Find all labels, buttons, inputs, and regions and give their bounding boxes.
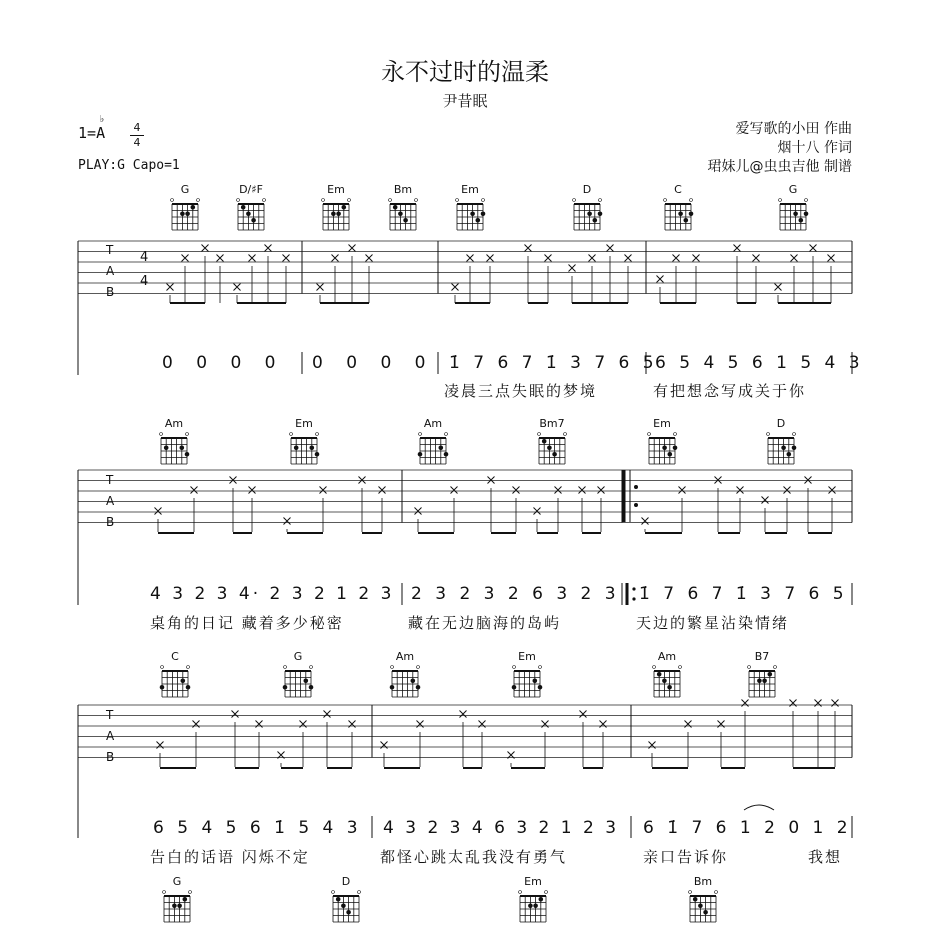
tab-note-x bbox=[381, 742, 388, 749]
tab-note-x bbox=[679, 487, 686, 494]
singer-name: 尹昔眠 bbox=[442, 92, 488, 110]
lyric-line: 凌晨三点失眠的梦境 bbox=[444, 382, 598, 400]
tab-note-x bbox=[332, 255, 339, 262]
tab-note-x bbox=[230, 477, 237, 484]
chord-name: Em bbox=[295, 417, 313, 430]
lyric-line: 天边的繁星沾染情绪 bbox=[636, 614, 790, 632]
tab-note-x bbox=[589, 255, 596, 262]
tab-note-x bbox=[467, 255, 474, 262]
numbered-measure: 2 3 2 3 2 6 3 2 3 bbox=[411, 584, 620, 604]
tab-clef-a: A bbox=[106, 264, 115, 278]
tie-arc bbox=[744, 805, 774, 810]
tab-note-x bbox=[232, 711, 239, 718]
tab-note-x bbox=[569, 265, 576, 272]
credit-lyricist: 烟十八 作词 bbox=[777, 140, 852, 156]
tab-note-x bbox=[513, 487, 520, 494]
tab-note-x bbox=[460, 711, 467, 718]
tab-meter bbox=[140, 246, 148, 294]
tab-clef-row2 bbox=[106, 470, 114, 533]
chord-name: Bm7 bbox=[539, 417, 565, 430]
tab-note-x bbox=[167, 284, 174, 291]
chord-name: C bbox=[674, 183, 682, 196]
lyric-line: 告白的话语 闪烁不定 bbox=[150, 848, 310, 866]
tab-note-x bbox=[488, 477, 495, 484]
tab-meter-top: 4 bbox=[140, 250, 149, 265]
numbered-measure: 1̇ 7 6 7 1̇ 3 7 6 5 bbox=[449, 353, 658, 373]
tab-note-x bbox=[349, 721, 356, 728]
tab-note-x bbox=[366, 255, 373, 262]
lyric-line: 都怪心跳太乱我没有勇气 bbox=[380, 848, 568, 866]
tab-note-x bbox=[324, 711, 331, 718]
credit-composer: 爱写歌的小田 作曲 bbox=[735, 121, 852, 137]
tab-note-x bbox=[155, 508, 162, 515]
credit-transcriber: 珺妹儿@虫虫吉他 制谱 bbox=[707, 159, 852, 175]
tab-clef-t: T bbox=[106, 473, 114, 487]
numbered-measure: 4 3 2 3 4· 2 3 2 1 2 3 bbox=[150, 584, 395, 604]
tab-note-x bbox=[734, 245, 741, 252]
tab-note-x bbox=[791, 255, 798, 262]
tab-clef-b: B bbox=[106, 285, 115, 299]
chord-name: B7 bbox=[754, 650, 770, 663]
tab-clef-t: T bbox=[106, 243, 114, 257]
tab-meter-bottom: 4 bbox=[140, 274, 149, 289]
meter-bottom: 4 bbox=[130, 135, 144, 150]
repeat-dot bbox=[634, 503, 638, 507]
numbered-measure: 1̇ 7 6 7 1̇ 3 7 6 5 bbox=[639, 584, 848, 604]
tab-note-x bbox=[693, 255, 700, 262]
tab-note-x bbox=[182, 255, 189, 262]
numbered-measure: 0 0 0 0 bbox=[162, 353, 285, 373]
chord-name: D bbox=[341, 875, 351, 888]
tab-note-x bbox=[810, 245, 817, 252]
tab-note-x bbox=[685, 721, 692, 728]
numbered-measure: 0 0 0 0 bbox=[312, 353, 435, 373]
tab-note-x bbox=[784, 487, 791, 494]
repeat-dot bbox=[632, 587, 635, 590]
tab-note-x bbox=[742, 700, 749, 707]
chord-name: G bbox=[788, 183, 798, 196]
repeat-dot bbox=[634, 485, 638, 489]
chord-name: Bm bbox=[693, 875, 713, 888]
tab-note-x bbox=[249, 255, 256, 262]
tab-note-x bbox=[300, 721, 307, 728]
flat-symbol: ♭ bbox=[99, 114, 106, 125]
song-title: 永不过时的温柔 bbox=[381, 58, 549, 86]
chord-name: G bbox=[172, 875, 182, 888]
chord-name: Em bbox=[461, 183, 479, 196]
tab-note-x bbox=[349, 245, 356, 252]
tab-note-x bbox=[284, 518, 291, 525]
tab-note-x bbox=[580, 711, 587, 718]
tab-note-x bbox=[718, 721, 725, 728]
tab-note-x bbox=[790, 700, 797, 707]
tab-note-x bbox=[715, 477, 722, 484]
tab-clef-b: B bbox=[106, 750, 115, 764]
tab-note-x bbox=[157, 742, 164, 749]
tab-note-x bbox=[805, 477, 812, 484]
tab-note-x bbox=[451, 487, 458, 494]
chord-name: Am bbox=[164, 417, 184, 430]
tab-note-x bbox=[829, 487, 836, 494]
chord-name: C bbox=[171, 650, 179, 663]
tab-note-x bbox=[379, 487, 386, 494]
tab-note-x bbox=[542, 721, 549, 728]
tab-note-x bbox=[775, 284, 782, 291]
tab-note-x bbox=[762, 497, 769, 504]
chord-name: Em bbox=[524, 875, 542, 888]
tab-note-x bbox=[415, 508, 422, 515]
tab-clef-a: A bbox=[106, 729, 115, 743]
tab-note-x bbox=[256, 721, 263, 728]
tab-note-x bbox=[625, 255, 632, 262]
tab-note-x bbox=[249, 487, 256, 494]
tab-note-x bbox=[534, 508, 541, 515]
lyric-line: 藏在无边脑海的岛屿 bbox=[408, 614, 562, 632]
tab-note-x bbox=[642, 518, 649, 525]
chord-name: Em bbox=[653, 417, 671, 430]
tab-note-x bbox=[657, 276, 664, 283]
tab-note-x bbox=[607, 245, 614, 252]
chord-name: Am bbox=[423, 417, 443, 430]
tab-note-x bbox=[753, 255, 760, 262]
tab-note-x bbox=[202, 245, 209, 252]
chord-name: Am bbox=[395, 650, 415, 663]
tab-note-x bbox=[217, 255, 224, 262]
tab-note-x bbox=[193, 721, 200, 728]
key-note: A bbox=[96, 124, 106, 142]
tab-note-x bbox=[417, 721, 424, 728]
tab-note-x bbox=[265, 245, 272, 252]
numbered-measure: 4 3 2 3 4 6 3 2 1 2 3 bbox=[383, 818, 620, 838]
tab-note-x bbox=[234, 284, 241, 291]
tab-clef-t: T bbox=[106, 708, 114, 722]
tab-note-x bbox=[359, 477, 366, 484]
tab-note-x bbox=[191, 487, 198, 494]
meter-top: 4 bbox=[133, 121, 141, 134]
tab-note-x bbox=[815, 700, 822, 707]
tab-clef-b: B bbox=[106, 515, 115, 529]
tab-note-x bbox=[320, 487, 327, 494]
key-prefix: 1= bbox=[78, 124, 97, 142]
chord-name: Am bbox=[657, 650, 677, 663]
chord-name: D bbox=[776, 417, 786, 430]
lyric-line: 我想 bbox=[808, 848, 843, 866]
tab-note-x bbox=[737, 487, 744, 494]
tab-note-x bbox=[452, 284, 459, 291]
tab-note-x bbox=[545, 255, 552, 262]
tab-clef-a: A bbox=[106, 494, 115, 508]
play-capo: PLAY:G Capo=1 bbox=[78, 158, 180, 173]
tab-note-x bbox=[673, 255, 680, 262]
repeat-dot bbox=[632, 597, 635, 600]
tab-note-x bbox=[479, 721, 486, 728]
chord-name: Em bbox=[327, 183, 345, 196]
numbered-measure: 6 5 4 5 6 1 5 4 3 bbox=[655, 353, 864, 373]
tab-note-x bbox=[649, 742, 656, 749]
chord-name: Bm bbox=[393, 183, 413, 196]
numbered-measure: 6 5 4 5 6 1̇ 5 4 3 bbox=[153, 818, 362, 838]
tab-note-x bbox=[600, 721, 607, 728]
lyric-line: 桌角的日记 藏着多少秘密 bbox=[150, 614, 344, 632]
chord-name: D/♯F bbox=[239, 183, 263, 196]
tab-clef bbox=[106, 240, 114, 303]
lyric-line: 有把想念写成关于你 bbox=[653, 382, 807, 400]
chord-name: Em bbox=[518, 650, 536, 663]
tab-note-x bbox=[283, 255, 290, 262]
numbered-measure: 6 1̇ 7 6 1 2 0 1 2 bbox=[643, 818, 852, 838]
chord-name: D bbox=[582, 183, 592, 196]
tab-note-x bbox=[525, 245, 532, 252]
tab-note-x bbox=[487, 255, 494, 262]
chord-name: G bbox=[293, 650, 303, 663]
chord-name: G bbox=[180, 183, 190, 196]
tab-note-x bbox=[828, 255, 835, 262]
tab-note-x bbox=[579, 487, 586, 494]
tab-clef-row3 bbox=[106, 705, 114, 768]
tab-note-x bbox=[317, 284, 324, 291]
tab-note-x bbox=[555, 487, 562, 494]
lyric-line: 亲口告诉你 bbox=[643, 848, 729, 866]
tab-note-x bbox=[832, 700, 839, 707]
tab-note-x bbox=[598, 487, 605, 494]
